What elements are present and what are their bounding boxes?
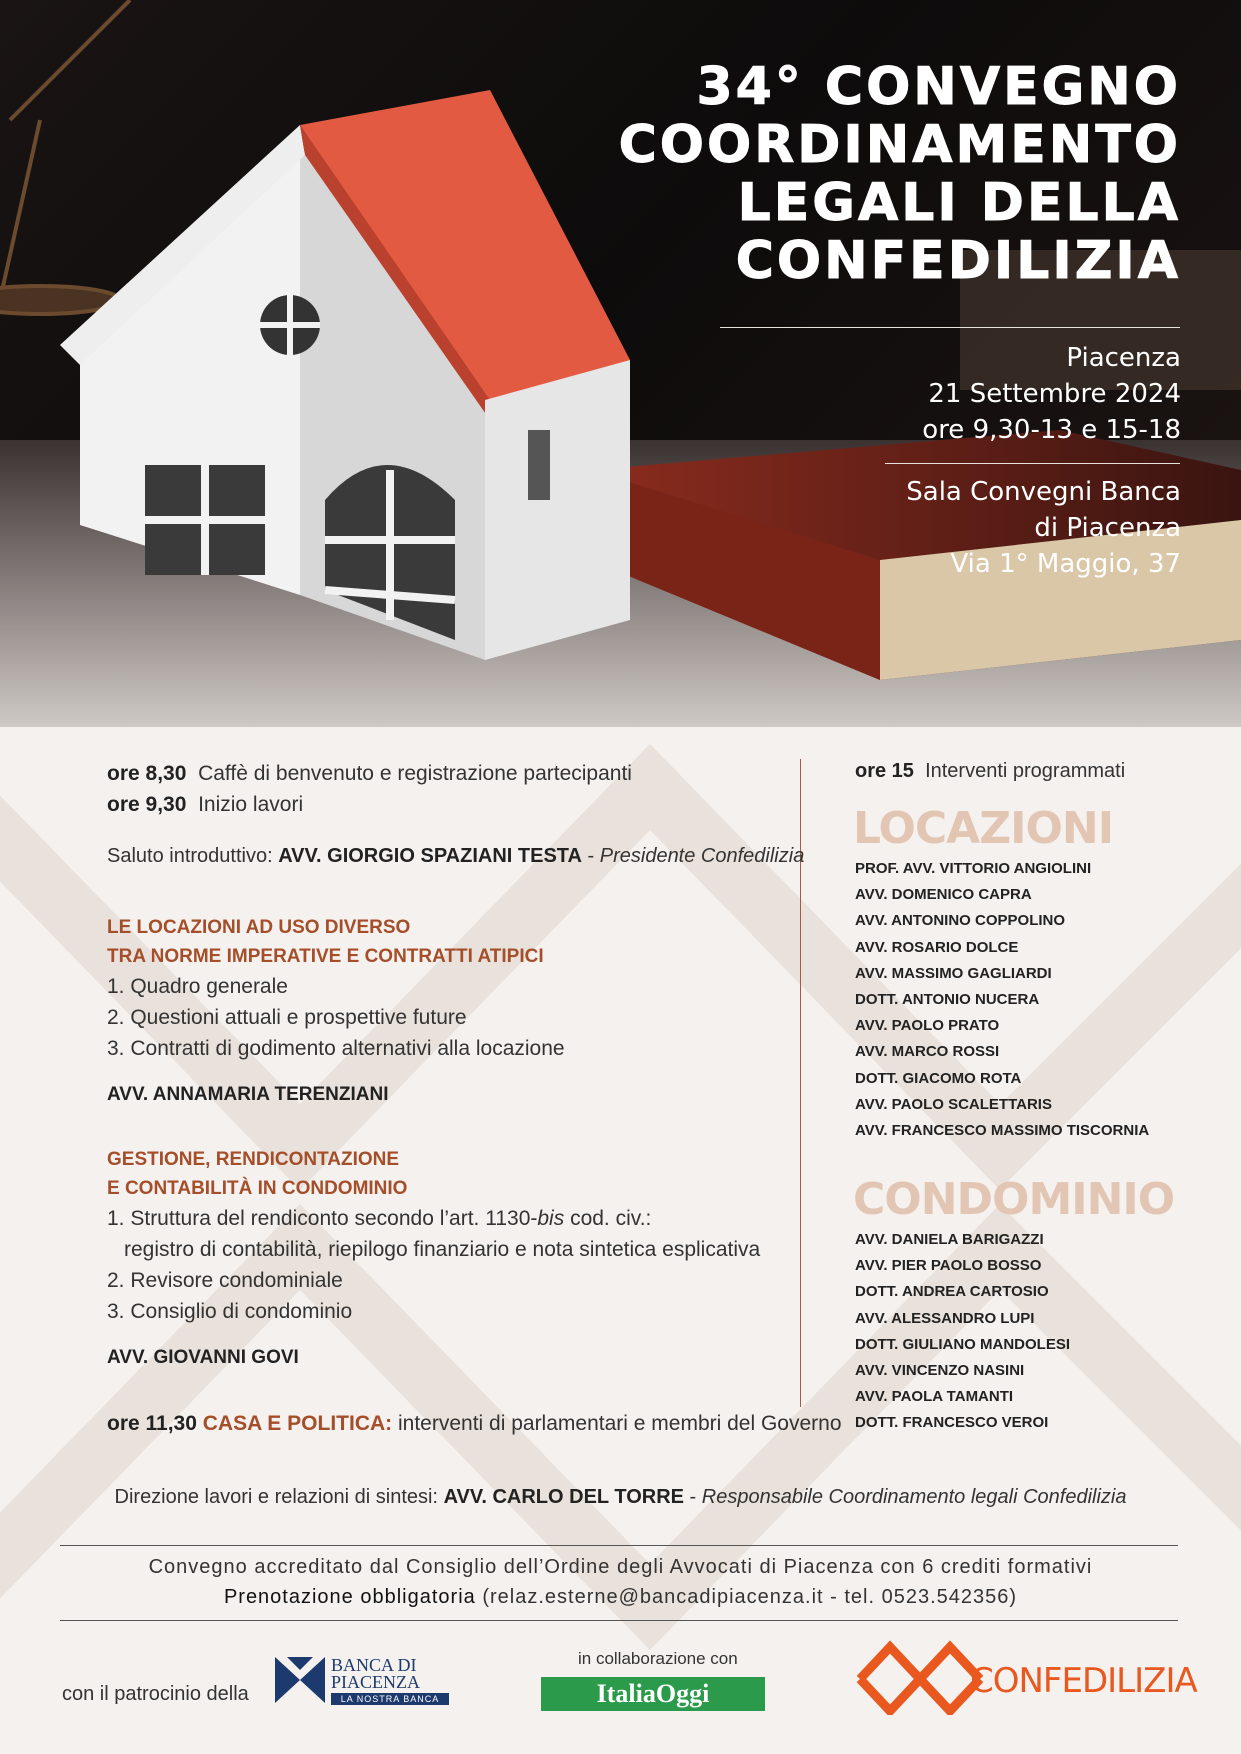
speaker-name: AVV. DANIELA BARIGAZZI [855,1231,1044,1248]
greeting-role: Presidente Confedilizia [599,845,805,867]
speaker-name: AVV. MASSIMO GAGLIARDI [855,964,1052,982]
program-text: Interventi programmati [925,760,1126,782]
accreditation-note: Convegno accreditato dal Consiglio dell’Ordine degli Avvocati di Piacenza con 6 crediti formativi [148,1556,1093,1578]
greeting-prefix: Saluto introduttivo: [107,845,279,867]
section-title-line: GESTIONE, RENDICONTAZIONE [107,1149,400,1170]
bank-name [331,1657,420,1691]
divider [720,327,1180,328]
bank-logo-icon [275,1657,325,1703]
footer-divider [60,1545,1178,1546]
section-point: 2. Revisore condominiale [107,1269,343,1292]
italiaoggi-logo: ItaliaOggi [541,1677,765,1711]
event-city: Piacenza [1066,343,1181,373]
event-venue [906,474,1181,582]
section-title [107,913,544,971]
divider [885,463,1180,464]
section-title-line: E CONTABILITÀ IN CONDOMINIO [107,1178,408,1199]
greeting: Saluto introduttivo: AVV. GIORGIO SPAZIANI TESTA - Presidente Confedilizia [107,845,805,867]
hero-image [0,0,1241,727]
speaker-name: DOTT. ANDREA CARTOSIO [855,1283,1049,1301]
program-item [107,1412,842,1436]
program-label: CASA E POLITICA: [202,1412,393,1435]
venue-address: Via 1° Maggio, 37 [950,549,1181,579]
booking-label: Prenotazione obbligatoria [223,1586,476,1608]
banca-di-piacenza-logo [275,1657,450,1705]
speaker-name: AVV. MARCO ROSSI [855,1043,1000,1061]
speaker-name: PROF. AVV. VITTORIO ANGIOLINI [855,860,1092,877]
confedilizia-wordmark: CONFEDILIZIA [970,1661,1197,1701]
collab-label: in collaborazione con [578,1649,738,1668]
confedilizia-logo-icon [855,1639,985,1715]
section-point: 2. Questioni attuali e prospettive future [107,1006,467,1029]
event-hours: ore 9,30-13 e 15-18 [922,415,1181,445]
speaker-name: AVV. PIER PAOLO BOSSO [855,1257,1042,1275]
section-speaker: AVV. GIOVANNI GOVI [107,1347,299,1368]
section-title [107,1145,407,1203]
direction-note: Direzione lavori e relazioni di sintesi: AVV. CARLO DEL TORRE - Responsabile Coordinamento legali Confedilizia [114,1486,1127,1508]
afternoon-header [855,760,1125,783]
section-point-text: cod. civ.: [564,1207,652,1230]
speaker-name: AVV. PAOLA TAMANTI [855,1388,1014,1406]
bank-tagline: LA NOSTRA BANCA [331,1693,449,1705]
program-time: ore 9,30 [107,793,187,816]
section-point: 3. Contratti di godimento alternativi alla locazione [107,1037,565,1060]
section-point: 1. Quadro generale [107,975,288,998]
program-text: interventi di parlamentari e membri del Governo [397,1412,842,1435]
booking-contact: (relaz.esterne@bancadipiacenza.it - tel. 0523.542356) [482,1586,1018,1608]
speaker-name: AVV. PAOLO SCALETTARIS [855,1095,1052,1113]
speaker-name: DOTT. GIACOMO ROTA [855,1069,1022,1087]
bank-name-line: PIACENZA [331,1672,420,1692]
speaker-name: AVV. ROSARIO DOLCE [855,938,1019,956]
direction-name: AVV. CARLO DEL TORRE [443,1486,684,1508]
venue-line: di Piacenza [1034,513,1181,543]
section-point-text: bis [537,1207,565,1230]
section-point [107,1207,651,1231]
category-title-locazioni: LOCAZIONI [853,803,1114,854]
direction-prefix: Direzione lavori e relazioni di sintesi: [114,1486,444,1508]
section-title-line: LE LOCAZIONI AD USO DIVERSO [107,917,411,938]
speaker-name: DOTT. GIULIANO MANDOLESI [855,1335,1070,1353]
section-point: registro di contabilità, riepilogo finanziario e nota sintetica esplicativa [124,1238,761,1261]
program-item [107,762,632,786]
section-point: 3. Consiglio di condominio [107,1300,353,1323]
speaker-name: DOTT. ANTONIO NUCERA [855,991,1040,1008]
speaker-name: AVV. DOMENICO CAPRA [855,886,1032,904]
house-model-icon [60,90,630,660]
speaker-name: AVV. FRANCESCO MASSIMO TISCORNIA [855,1122,1150,1139]
title-line: 34° CONVEGNO [696,57,1181,117]
program-section [0,727,1241,1754]
bank-name-line: BANCA DI [331,1655,417,1675]
greeting-name: AVV. GIORGIO SPAZIANI TESTA [278,845,582,867]
patronage-label: con il patrocinio della [62,1683,249,1705]
footer-divider [60,1620,1178,1621]
program-time: ore 11,30 [107,1412,197,1435]
section-title-line: TRA NORME IMPERATIVE E CONTRATTI ATIPICI [107,946,544,967]
speaker-name: AVV. VINCENZO NASINI [855,1362,1025,1379]
title-line: COORDINAMENTO [618,115,1181,175]
speaker-name: AVV. PAOLO PRATO [855,1017,1000,1035]
venue-line: Sala Convegni Banca [906,477,1181,507]
title-line: LEGALI DELLA [737,173,1181,233]
title-line: CONFEDILIZIA [735,231,1181,291]
program-text: Caffè di benvenuto e registrazione partecipanti [198,762,632,785]
program-text: Inizio lavori [198,793,304,816]
program-item [107,793,303,817]
section-point-text: 1. Struttura del rendiconto secondo l’art. 1130- [107,1207,538,1230]
speaker-name: AVV. ANTONINO COPPOLINO [855,912,1066,930]
category-title-condominio: CONDOMINIO [853,1174,1175,1225]
program-time: ore 8,30 [107,762,187,785]
speaker-name: DOTT. FRANCESCO VEROI [855,1414,1049,1432]
event-details [922,340,1181,448]
booking-note [0,1586,1241,1609]
event-title [619,58,1181,290]
scale-of-justice-icon [0,0,130,314]
speaker-name: AVV. ALESSANDRO LUPI [855,1309,1035,1327]
event-date: 21 Settembre 2024 [928,379,1181,409]
direction-role: Responsabile Coordinamento legali Confedilizia [701,1486,1127,1508]
program-time: ore 15 [855,760,914,782]
section-speaker: AVV. ANNAMARIA TERENZIANI [107,1084,389,1105]
confedilizia-logo [855,1639,1197,1719]
